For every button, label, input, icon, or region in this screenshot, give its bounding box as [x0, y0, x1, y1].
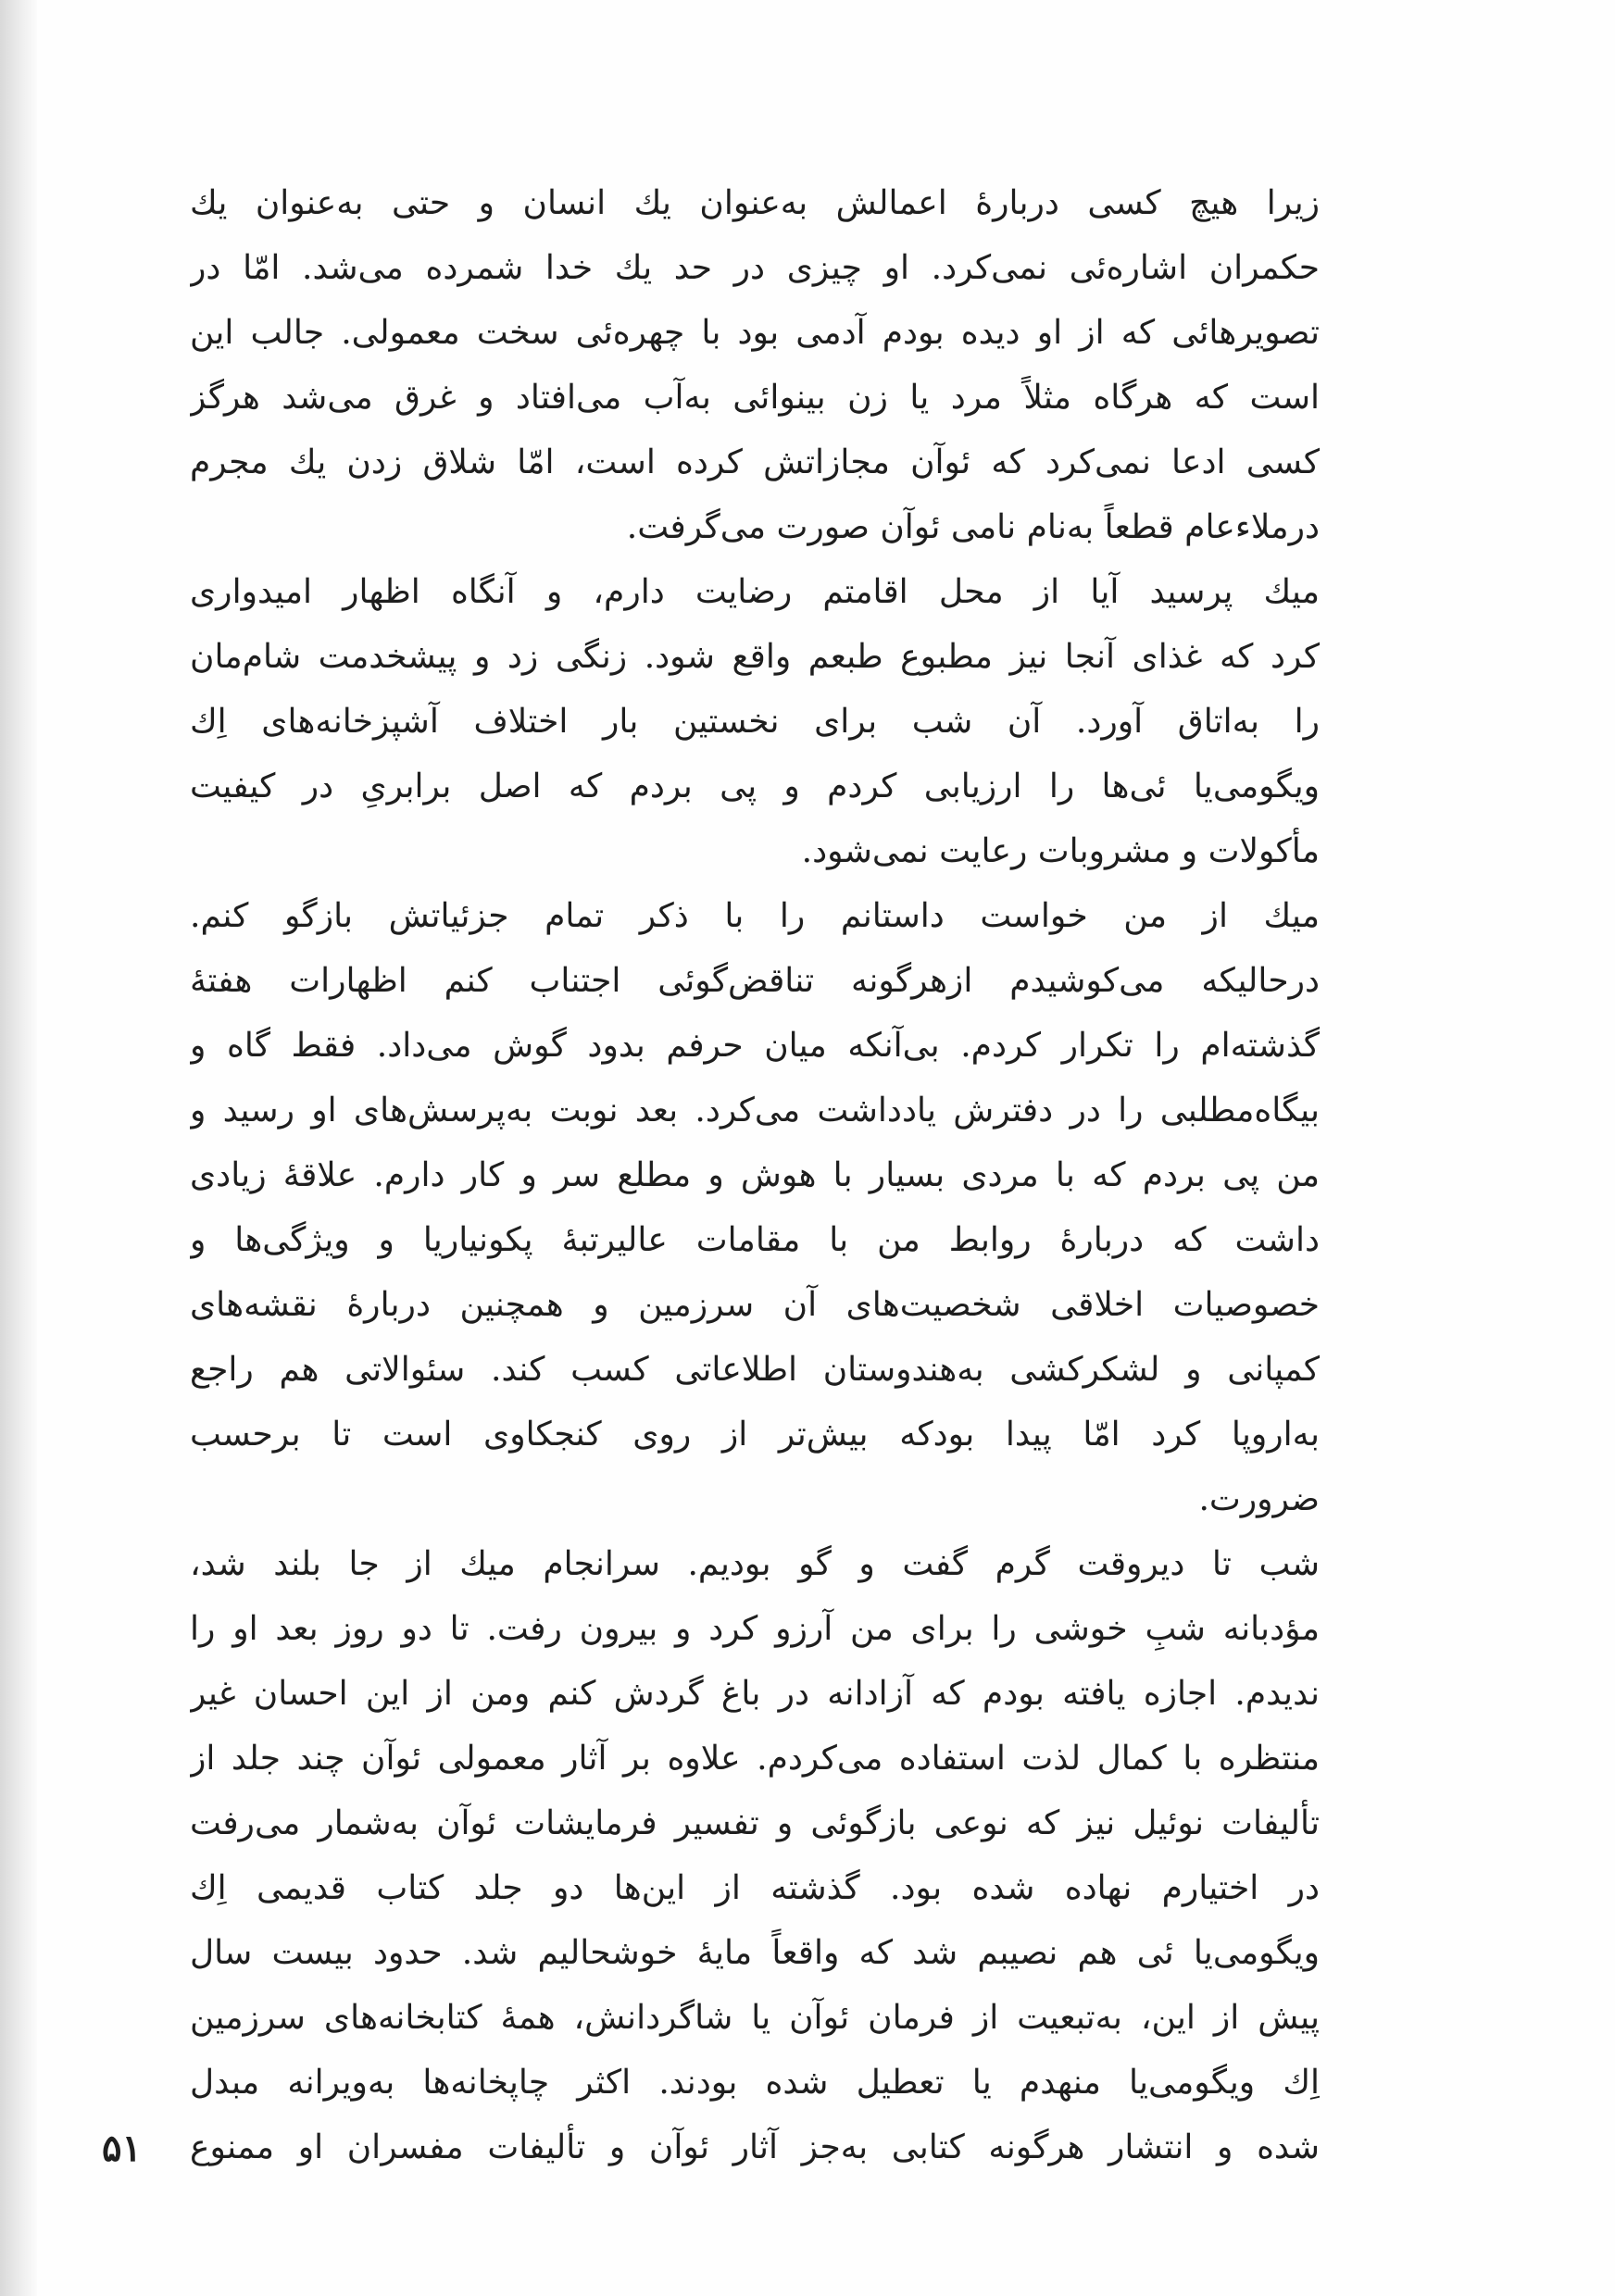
text-line: مأکولات و مشروبات رعایت نمی‌شود. — [801, 832, 1320, 870]
text-line: پیش از این، به‌تبعیت از فرمان ئوآن یا شاگردانش، همهٔ کتابخانه‌های سرزمین — [190, 1999, 1320, 2037]
text-line: خصوصیات اخلاقی شخصیت‌های آن سرزمین و همچنین دربارهٔ نقشه‌های — [190, 1286, 1320, 1324]
page-body-text — [190, 171, 1320, 2180]
text-line: من پی بردم که با مردی بسیار با هوش و مطلع سر و کار دارم. علاقهٔ زیادی — [190, 1156, 1320, 1194]
text-line: بیگاه‌مطلبی را در دفترش یادداشت می‌کرد. بعد نوبت به‌پرسش‌های او رسید و — [190, 1092, 1320, 1129]
text-line: مؤدبانه شبِ خوشی را برای من آرزو کرد و بیرون رفت. تا دو روز بعد او را — [190, 1610, 1320, 1648]
text-line: در اختیارم نهاده شده بود. گذشته از این‌ها دو جلد کتاب قدیمی اِك — [190, 1869, 1320, 1907]
text-line: کسی ادعا نمی‌کرد که ئوآن مجازاتش کرده است، امّا شلاق زدن یك مجرم — [190, 443, 1320, 481]
text-line: ضرورت. — [1198, 1480, 1320, 1518]
paragraph-2 — [190, 560, 1320, 884]
text-line: منتظره با کمال لذت استفاده می‌کردم. علاوه بر آثار معمولی ئوآن چند جلد از — [190, 1740, 1320, 1778]
text-line: شده و انتشار هرگونه کتابی به‌جز آثار ئوآن و تألیفات مفسران او ممنوع — [190, 2128, 1320, 2166]
text-line: ندیدم. اجازه یافته بودم که آزادانه در باغ گردش کنم ومن از این احسان غیر — [190, 1675, 1320, 1713]
paragraph-1 — [190, 171, 1320, 560]
text-line: داشت که دربارهٔ روابط من با مقامات عالیرتبهٔ پکونیاریا و ویژگی‌ها و — [190, 1221, 1320, 1259]
text-line: گذشته‌ام را تکرار کردم. بی‌آنکه میان حرفم بدود گوش می‌داد. فقط گاه و — [190, 1027, 1320, 1065]
text-line: زیرا هیچ کسی دربارهٔ اعمالش به‌عنوان یك انسان و حتی به‌عنوان یك — [190, 184, 1320, 222]
text-line: درحالیکه می‌کوشیدم ازهرگونه تناقض‌گوئی اجتناب کنم اظهارات هفتهٔ — [190, 962, 1320, 1000]
text-line: کمپانی و لشکرکشی به‌هندوستان اطلاعاتی کسب کند. سئوالاتی هم راجع — [190, 1351, 1320, 1389]
text-line: را به‌اتاق آورد. آن شب برای نخستین بار اختلاف آشپزخانه‌های اِك — [190, 703, 1320, 741]
page-edge-shadow — [0, 0, 37, 2296]
page-number: ۵۱ — [102, 2127, 142, 2170]
text-line: کرد که غذای آنجا نیز مطبوع طبعم واقع شود. زنگی زد و پیشخدمت شام‌مان — [190, 638, 1320, 676]
text-line: میك پرسید آیا از محل اقامتم رضایت دارم، و آنگاه اظهار امیدواری — [190, 573, 1320, 611]
text-line: ویگومی‌یا ئی‌ها را ارزیابی کردم و پی بردم که اصل برابریِ در کیفیت — [190, 767, 1320, 805]
text-line: درملاءعام قطعاً به‌نام نامی ئوآن صورت می‌گرفت. — [626, 508, 1320, 546]
text-line: شب تا دیروقت گرم گفت و گو بودیم. سرانجام میك از جا بلند شد، — [190, 1545, 1320, 1583]
paragraph-4 — [190, 1532, 1320, 2180]
text-line: به‌اروپا کرد امّا پیدا بودکه بیش‌تر از روی کنجکاوی است تا برحسب — [190, 1416, 1320, 1454]
text-line: ویگومی‌یا ئی هم نصیبم شد که واقعاً مایهٔ خوشحالیم شد. حدود بیست سال — [190, 1934, 1320, 1972]
text-line: تصویرهائی که از او دیده بودم آدمی بود با چهره‌ئی سخت معمولی. جالب این — [190, 314, 1320, 352]
text-line: حکمران اشاره‌ئی نمی‌کرد. او چیزی در حد یك خدا شمرده می‌شد. امّا در — [190, 249, 1320, 287]
text-line: تألیفات نوئیل نیز که نوعی بازگوئی و تفسیر فرمایشات ئوآن به‌شمار می‌رفت — [190, 1804, 1320, 1842]
text-line: اِك ویگومی‌یا منهدم یا تعطیل شده بودند. اکثر چاپخانه‌ها به‌ویرانه مبدل — [190, 2064, 1320, 2102]
text-line: است که هرگاه مثلاً مرد یا زن بینوائی به‌آب می‌افتاد و غرق می‌شد هرگز — [190, 379, 1320, 417]
paragraph-3 — [190, 884, 1320, 1532]
text-line: میك از من خواست داستانم را با ذکر تمام جزئیاتش بازگو کنم. — [190, 897, 1320, 935]
